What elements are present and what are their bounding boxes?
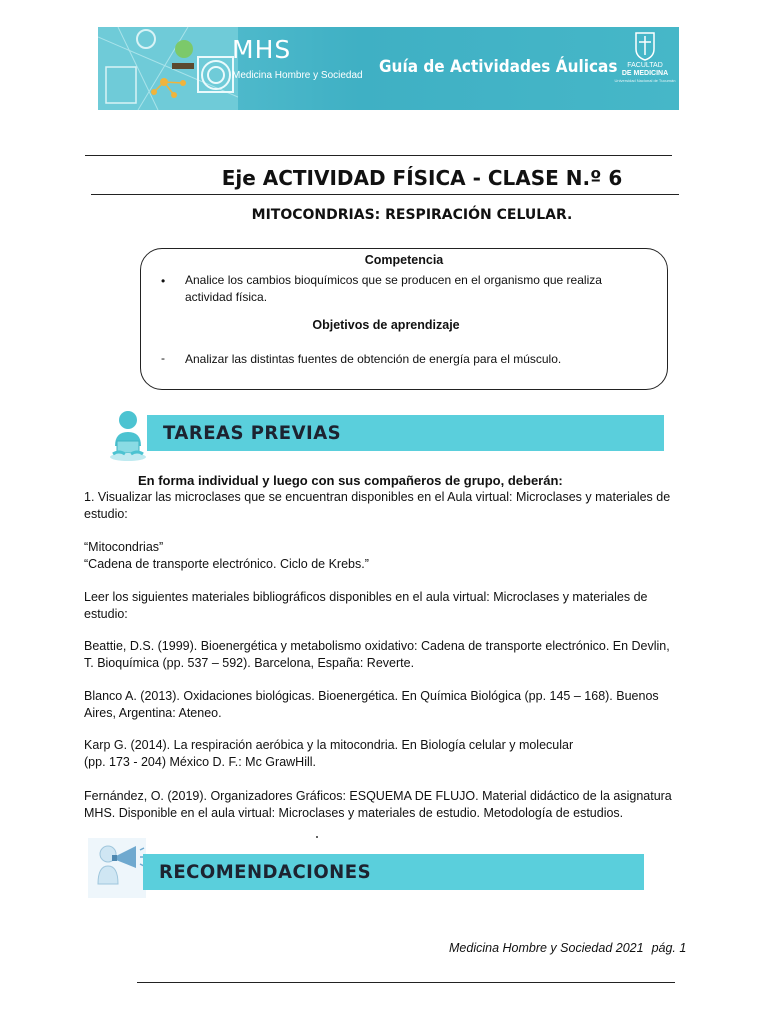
page-footer xyxy=(449,941,686,955)
reference-4-line1: Fernández, O. (2019). Organizadores Gráficos: ESQUEMA DE FLUJO. Material didáctico de la asignatura xyxy=(84,789,672,803)
reference-4 xyxy=(84,788,694,821)
title-rule xyxy=(91,194,679,195)
objective-dash: - xyxy=(161,351,165,365)
reading-line1: Leer los siguientes materiales bibliográficos disponibles en el aula virtual: Microclases y materiales de xyxy=(84,590,648,604)
competence-line2: actividad física. xyxy=(185,290,268,304)
person-with-laptop-icon xyxy=(107,408,149,462)
task-item-1 xyxy=(84,489,694,522)
competence-bullet: • xyxy=(161,274,166,288)
footer-rule xyxy=(137,982,675,983)
science-collage-icon xyxy=(98,27,238,110)
reading-line2: estudio: xyxy=(84,606,128,621)
competence-text xyxy=(185,272,602,306)
faculty-line2: DE MEDICINA xyxy=(621,70,669,77)
university-crest-icon xyxy=(634,31,656,61)
top-rule xyxy=(85,155,672,156)
reference-3-line1: Karp G. (2014). La respiración aeróbica y la mitocondria. En Biología celular y molecular xyxy=(84,738,574,752)
tasks-intro: En forma individual y luego con sus compañeros de grupo, deberán: xyxy=(138,473,563,488)
recommendations-section-header xyxy=(143,854,644,890)
reference-2-line2: Aires, Argentina: Ateneo. xyxy=(84,705,222,720)
page-subtitle-text: MITOCONDRIAS: RESPIRACIÓN CELULAR. xyxy=(251,207,573,223)
competence-box xyxy=(140,248,668,390)
task-item-1-line2: estudio: xyxy=(84,506,128,521)
objective-text: Analizar las distintas fuentes de obtención de energía para el músculo. xyxy=(185,352,562,366)
page-title-text: Eje ACTIVIDAD FÍSICA - CLASE N.º 6 xyxy=(221,166,623,190)
page-title xyxy=(0,166,768,190)
reference-1-line2: T. Bioquímica (pp. 537 – 592). Barcelona, España: Reverte. xyxy=(84,655,415,670)
faculty-line3: Universidad Nacional de Tucumán xyxy=(614,78,676,83)
reference-2-line1: Blanco A. (2013). Oxidaciones biológicas. Bioenergética. En Química Biológica (pp. 145 – 168). Buenos xyxy=(84,689,659,703)
reference-1 xyxy=(84,638,694,671)
mhs-logo-subtitle: Medicina Hombre y Sociedad xyxy=(232,70,363,81)
objectives-heading: Objetivos de aprendizaje xyxy=(312,318,460,332)
microclass-2: “Cadena de transporte electrónico. Ciclo de Krebs.” xyxy=(84,556,369,571)
tasks-section-header xyxy=(147,415,664,451)
reference-3-line2: (pp. 173 - 204) México D. F.: Mc GrawHill. xyxy=(84,754,317,769)
microclass-list xyxy=(84,539,694,572)
megaphone-person-icon xyxy=(88,838,146,898)
faculty-logo xyxy=(614,31,676,83)
mhs-logo: MHS xyxy=(232,35,292,64)
reading-instructions xyxy=(84,589,694,622)
page-number: pág. 1 xyxy=(651,941,687,955)
competence-line1: Analice los cambios bioquímicos que se producen en el organismo que realiza xyxy=(185,273,602,287)
microclass-1: “Mitocondrias” xyxy=(84,540,164,554)
recommendations-section-title: RECOMENDACIONES xyxy=(159,861,372,883)
page-subtitle xyxy=(0,207,768,223)
competence-heading: Competencia xyxy=(364,253,444,267)
reference-4-line2: MHS. Disponible en el aula virtual: Microclases y materiales de estudio. Metodología de estudios. xyxy=(84,805,624,820)
task-item-1-line1: 1. Visualizar las microclases que se encuentran disponibles en el Aula virtual: Microclases y materiales de xyxy=(84,490,671,504)
stray-dot xyxy=(316,836,318,838)
faculty-line1: FACULTAD xyxy=(627,62,663,69)
footer-text: Medicina Hombre y Sociedad 2021 xyxy=(449,941,644,955)
tasks-section-title: TAREAS PREVIAS xyxy=(163,422,342,444)
reference-3 xyxy=(84,737,694,770)
header-banner xyxy=(98,27,679,110)
guide-title: Guía de Actividades Áulicas xyxy=(379,57,618,77)
reference-2 xyxy=(84,688,694,721)
reference-1-line1: Beattie, D.S. (1999). Bioenergética y metabolismo oxidativo: Cadena de transporte electrónico. En Devlin, xyxy=(84,639,670,653)
